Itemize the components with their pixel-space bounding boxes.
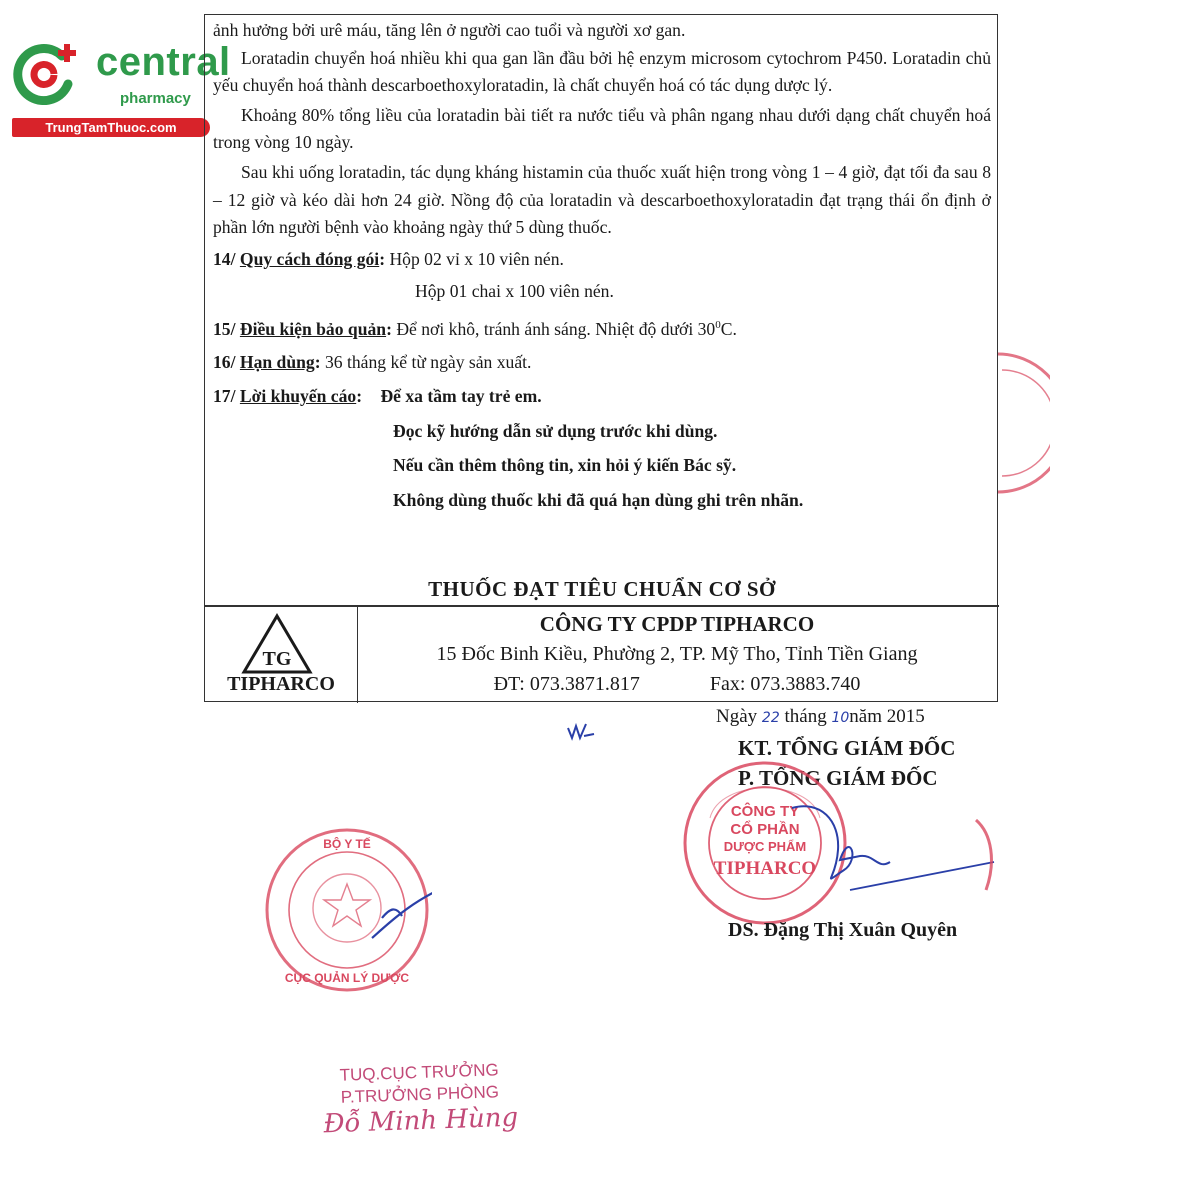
date-day: 22 [761, 710, 780, 726]
manager-signature-icon [780, 790, 1000, 900]
expiry-text: 36 tháng kể từ ngày sản xuất. [324, 352, 532, 373]
tipharco-label: TIPHARCO [227, 673, 335, 695]
tipharco-logo [205, 607, 358, 703]
date-prefix: Ngày [716, 706, 758, 727]
section-storage: 15/ Điều kiện bảo quản: Để nơi khô, tránh ánh sáng. Nhiệt độ dưới $30^0C$. [213, 318, 737, 339]
seal-line: CỔ PHẦN [730, 821, 800, 838]
document-body [213, 17, 991, 514]
partial-stamp-icon [990, 348, 1050, 498]
initial-mark-icon [566, 720, 596, 744]
brand-subtitle: pharmacy [120, 90, 191, 107]
packing-line-2-row [213, 278, 991, 306]
seal-line: DƯỢC PHẨM [723, 839, 807, 854]
section-number: 17/ [213, 385, 236, 406]
paragraph: Loratadin chuyển hoá nhiều khi qua gan lần đầu bởi hệ enzym microsom cytochrom P450. Loratadin chủ yếu chuyển hoá thành descarboethoxyloratadin, là chất chuyển hoá có tác dụng dược lý. [213, 47, 991, 96]
section-label: Lời khuyến cáo [239, 385, 357, 406]
section-label: Quy cách đóng gói [239, 248, 380, 269]
date-year: năm 2015 [849, 706, 925, 727]
warning-line: Nếu cần thêm thông tin, xin hỏi ý kiến Bác sỹ. [393, 455, 737, 476]
signatory-title-1: KT. TỔNG GIÁM ĐỐC [738, 736, 956, 760]
section-expiry: 16/ Hạn dùng: 36 tháng kể từ ngày sản xuất. [213, 352, 532, 373]
central-pharmacy-logo-icon [10, 38, 82, 110]
brand-logo[interactable] [10, 36, 231, 136]
approval-line: TUQ.CỤC TRƯỞNG [339, 1060, 499, 1085]
company-contact [357, 669, 997, 699]
company-info [357, 609, 997, 699]
signer-name: DS. Đặng Thị Xuân Quyên [728, 919, 958, 941]
approval-line: P.TRƯỞNG PHÒNG [340, 1082, 500, 1107]
approver-name: Đỗ Minh Hùng [323, 1102, 519, 1140]
issue-date [716, 706, 925, 728]
standard-title: THUỐC ĐẠT TIÊU CHUẨN CƠ SỞ [428, 577, 776, 601]
approval-block [299, 1058, 541, 1140]
storage-text: Để nơi khô, tránh ánh sáng. Nhiệt độ dưới 30 [396, 318, 716, 339]
company-footer [205, 605, 999, 705]
paragraph: Khoảng 80% tổng liều của loratadin bài tiết ra nước tiểu và phân ngang nhau dưới dạng chất chuyển hoá trong vòng 10 ngày. [213, 104, 991, 153]
section-warning: 17/ Lời khuyến cáo: Để xa tầm tay trẻ em. [213, 385, 542, 406]
tipharco-triangle-icon [241, 613, 313, 675]
section-number: 16/ [213, 352, 236, 373]
seal-line: CÔNG TY [730, 803, 800, 820]
section-packing: 14/ Quy cách đóng gói: Hộp 02 vỉ x 10 viên nén. [213, 248, 564, 269]
warning-line: Không dùng thuốc khi đã quá hạn dùng ghi trên nhãn. [393, 489, 804, 510]
seal-line: CỤC QUẢN LÝ DƯỢC [284, 971, 410, 985]
storage-unit: C. [720, 318, 737, 339]
packing-line-1: Hộp 02 vỉ x 10 viên nén. [389, 248, 564, 269]
document-page [204, 14, 998, 702]
seal-line: TIPHARCO [713, 858, 817, 879]
date-month-word: tháng [784, 706, 827, 727]
paragraph: ảnh hưởng bởi urê máu, tăng lên ở người cao tuổi và người xơ gan. [213, 20, 686, 40]
company-address: 15 Đốc Binh Kiều, Phường 2, TP. Mỹ Tho, Tỉnh Tiền Giang [436, 643, 918, 665]
ministry-seal-icon [262, 820, 432, 1000]
company-phone: ĐT: 073.3871.817 [493, 673, 640, 695]
section-label: Điều kiện bảo quản [239, 318, 387, 339]
storage-degree: 0 [715, 318, 721, 331]
brand-website-link[interactable]: TrungTamThuoc.com [12, 118, 210, 137]
warning-line: Đọc kỹ hướng dẫn sử dụng trước khi dùng. [393, 420, 718, 441]
date-month: 10 [831, 710, 850, 726]
warning-line: Để xa tầm tay trẻ em. [380, 385, 542, 406]
packing-line-2: Hộp 01 chai x 100 viên nén. [415, 281, 614, 302]
tipharco-mark-text: TG [262, 648, 292, 670]
section-label: Hạn dùng [239, 352, 315, 373]
seal-line: BỘ Y TẾ [323, 837, 371, 851]
company-name: CÔNG TY CPDP TIPHARCO [539, 612, 815, 636]
signatory-title-2: P. TỔNG GIÁM ĐỐC [738, 766, 938, 790]
paragraph: Sau khi uống loratadin, tác dụng kháng histamin của thuốc xuất hiện trong vòng 1 – 4 giờ, đạt tối đa sau 8 – 12 giờ và kéo dài hơn 24 giờ. Nồng độ của loratadin và descarboethoxyloratadin đạt trạng thái ổn định ở phần lớn người bệnh vào khoảng ngày thứ 5 dùng thuốc. [213, 161, 991, 238]
section-number: 14/ [213, 248, 236, 269]
section-number: 15/ [213, 318, 236, 339]
brand-name: central [96, 40, 231, 84]
company-fax: Fax: 073.3883.740 [709, 673, 861, 695]
